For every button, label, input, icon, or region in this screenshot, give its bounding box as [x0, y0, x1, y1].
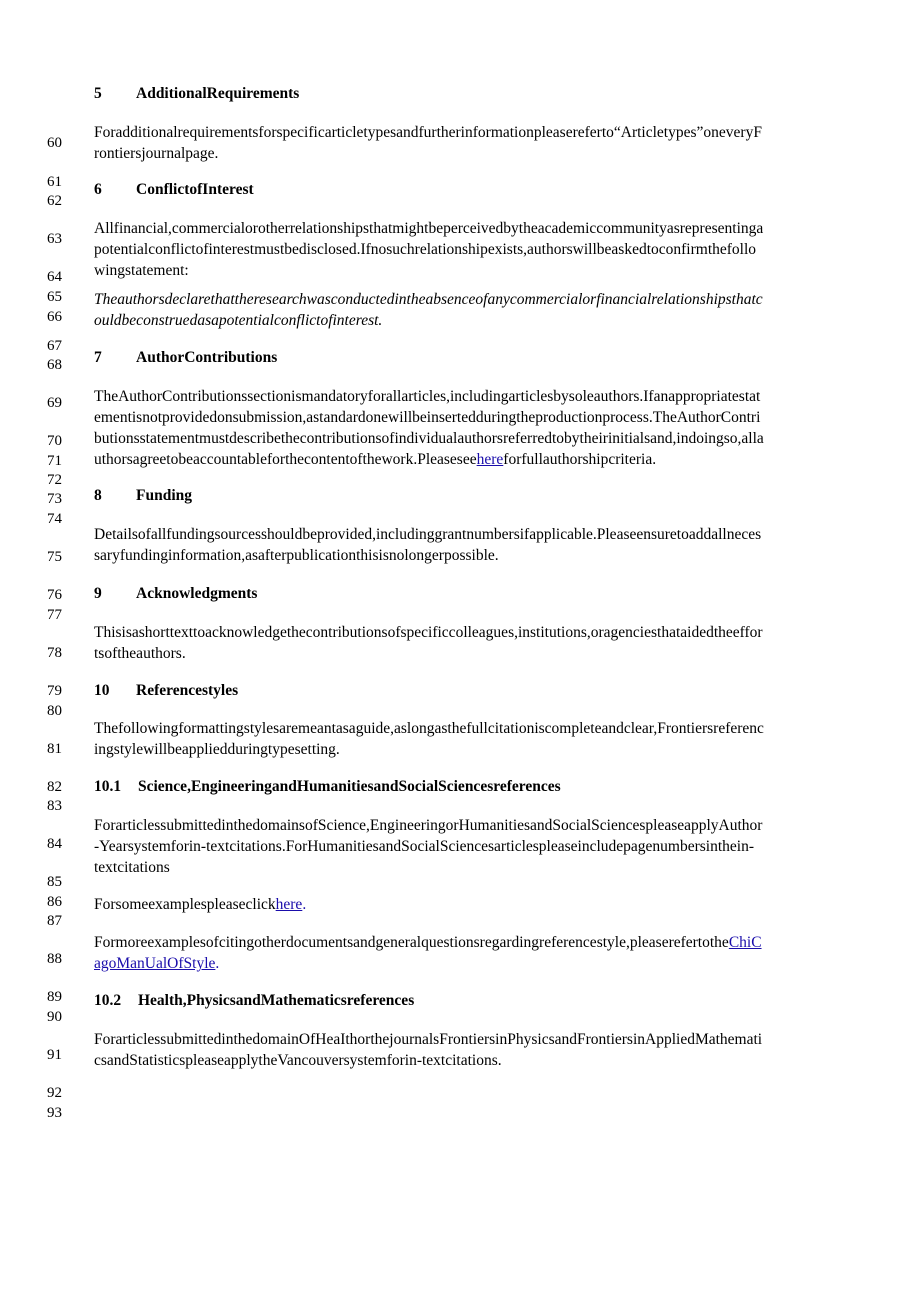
section-number: 10 — [94, 682, 110, 699]
text-segment: uthorsagreetobeaccountableforthecontentofthework.Pleasesee — [94, 451, 477, 468]
text-line: Detailsofallfundingsourcesshouldbeprovided,includinggrantnumbersifapplicable.Pleaseensuretoaddallneces — [94, 526, 762, 543]
paragraph-health-physics-math-references — [94, 1029, 834, 1071]
line-number: 80 — [47, 703, 62, 719]
section-title: Science,EngineeringandHumanitiesandSocialSciencesreferences — [138, 778, 561, 795]
text-segment: . — [215, 955, 220, 972]
line-number: 62 — [47, 193, 62, 209]
chicago-manual-link-continued[interactable]: agoManUalOfStyle — [94, 955, 216, 972]
line-number: 92 — [47, 1085, 62, 1101]
text-line — [94, 932, 834, 953]
line-number: 78 — [47, 645, 62, 661]
section-title: Referencestyles — [136, 682, 239, 699]
line-number: 81 — [47, 741, 62, 757]
text-line: ForarticlessubmittedinthedomainsofScience,EngineeringorHumanitiesandSocialSciencespleaseapplyAuthor — [94, 817, 763, 834]
line-number: 73 — [47, 491, 62, 507]
text-line: Theauthorsdeclarethattheresearchwasconductedintheabsenceofanycommercialorfinancialrelationshipsthatc — [94, 291, 763, 308]
heading-reference-styles — [94, 681, 238, 701]
text-segment: . — [302, 896, 307, 913]
paragraph-additional-requirements — [94, 122, 834, 164]
text-line: ouldbeconstruedasapotentialconflictofinterest. — [94, 312, 383, 329]
line-number: 66 — [47, 309, 62, 325]
text-segment: Formoreexamplesofcitingotherdocumentsandgeneralquestionsregardingreferencestyle,pleaserefertothe — [94, 934, 729, 951]
text-line: tsoftheauthors. — [94, 645, 186, 662]
section-number: 8 — [94, 487, 102, 504]
section-number: 10.2 — [94, 992, 122, 1009]
section-title: Health,PhysicsandMathematicsreferences — [138, 992, 415, 1009]
line-number: 90 — [47, 1009, 62, 1025]
heading-funding — [94, 486, 192, 506]
text-line: csandStatisticspleaseapplytheVancouversystemforin-textcitations. — [94, 1052, 502, 1069]
line-number: 82 — [47, 779, 62, 795]
heading-acknowledgments — [94, 584, 257, 604]
line-number: 87 — [47, 913, 62, 929]
heading-science-engineering-references — [94, 777, 561, 797]
paragraph-reference-styles — [94, 718, 834, 760]
heading-author-contributions — [94, 348, 277, 368]
text-line: Allfinancial,commercialorotherrelationshipsthatmightbeperceivedbytheacademiccommunityasrepresentinga — [94, 220, 764, 237]
line-number: 74 — [47, 511, 62, 527]
heading-health-physics-math-references — [94, 991, 414, 1011]
line-number: 86 — [47, 894, 62, 910]
text-line: saryfundinginformation,asafterpublicationthisisnolongerpossible. — [94, 547, 499, 564]
line-number: 71 — [47, 453, 62, 469]
text-segment: forfullauthorshipcriteria. — [503, 451, 657, 468]
line-number: 72 — [47, 472, 62, 488]
text-line — [94, 894, 834, 915]
text-line: potentialconflictofinterestmustbedisclosed.Ifnosuchrelationshipexists,authorswillbeaskedtoconfirmthefollo — [94, 241, 757, 258]
examples-link[interactable]: here — [275, 896, 303, 913]
text-line: Foradditionalrequirementsforspecificarticletypesandfurtherinformationpleasereferto“Articletypes”oneveryF — [94, 124, 762, 141]
chicago-manual-link[interactable]: ChiC — [728, 934, 762, 951]
text-line — [94, 953, 834, 974]
line-number: 77 — [47, 607, 62, 623]
paragraph-author-contributions — [94, 386, 834, 470]
line-number: 60 — [47, 135, 62, 151]
text-line: ementisnotprovidedonsubmission,astandardonewillbeinsertedduringtheproductionprocess.TheAuthorContri — [94, 409, 761, 426]
paragraph-science-engineering-references — [94, 815, 834, 878]
conflict-statement — [94, 289, 834, 331]
line-number: 64 — [47, 269, 62, 285]
line-number: 84 — [47, 836, 62, 852]
line-number: 79 — [47, 683, 62, 699]
line-number: 85 — [47, 874, 62, 890]
section-title: Funding — [136, 487, 193, 504]
text-line: textcitations — [94, 859, 170, 876]
text-segment: Forsomeexamplespleaseclick — [94, 896, 276, 913]
line-number: 65 — [47, 289, 62, 305]
text-line: TheAuthorContributionssectionismandatoryforallarticles,includingarticlesbysoleauthors.Ifanappropriatestat — [94, 388, 761, 405]
text-line: -Yearsystemforin-textcitations.ForHumanitiesandSocialSciencesarticlespleaseincludepagenumbersinthein- — [94, 838, 754, 855]
line-number: 70 — [47, 433, 62, 449]
line-number: 89 — [47, 989, 62, 1005]
section-title: ConflictofInterest — [136, 181, 254, 198]
section-title: AuthorContributions — [136, 349, 278, 366]
line-number: 91 — [47, 1047, 62, 1063]
text-line — [94, 449, 834, 470]
line-number: 83 — [47, 798, 62, 814]
line-number: 63 — [47, 231, 62, 247]
paragraph-examples — [94, 894, 834, 915]
paragraph-more-examples — [94, 932, 834, 974]
text-line: Thisisashorttexttoacknowledgethecontributionsofspecificcolleagues,institutions,oragenciesthataidedtheeffor — [94, 624, 763, 641]
section-number: 5 — [94, 85, 102, 102]
section-title: Acknowledgments — [136, 585, 258, 602]
line-number: 88 — [47, 951, 62, 967]
text-line: ingstylewillbeappliedduringtypesetting. — [94, 741, 340, 758]
section-number: 7 — [94, 349, 102, 366]
line-number: 76 — [47, 587, 62, 603]
text-line: Thefollowingformattingstylesaremeantasaguide,aslongasthefullcitationiscompleteandclear,Frontiersreferenc — [94, 720, 764, 737]
paragraph-acknowledgments — [94, 622, 834, 664]
line-number: 67 — [47, 338, 62, 354]
paragraph-conflict-of-interest — [94, 218, 834, 281]
line-number: 75 — [47, 549, 62, 565]
line-number: 68 — [47, 357, 62, 373]
section-number: 10.1 — [94, 778, 122, 795]
heading-conflict-of-interest — [94, 180, 254, 200]
text-line: rontiersjournalpage. — [94, 145, 219, 162]
heading-additional-requirements — [94, 84, 299, 104]
line-number: 61 — [47, 174, 62, 190]
section-number: 9 — [94, 585, 102, 602]
text-line: ForarticlessubmittedinthedomainOfHeaIthorthejournalsFrontiersinPhysicsandFrontiersinAppliedMathemati — [94, 1031, 763, 1048]
line-number: 93 — [47, 1105, 62, 1121]
text-line: butionsstatementmustdescribethecontributionsofindividualauthorsreferredtobytheirinitialsand,indoingso,alla — [94, 430, 764, 447]
section-number: 6 — [94, 181, 102, 198]
section-title: AdditionalRequirements — [136, 85, 300, 102]
text-line: wingstatement: — [94, 262, 189, 279]
paragraph-funding — [94, 524, 834, 566]
authorship-criteria-link[interactable]: here — [476, 451, 504, 468]
line-number: 69 — [47, 395, 62, 411]
